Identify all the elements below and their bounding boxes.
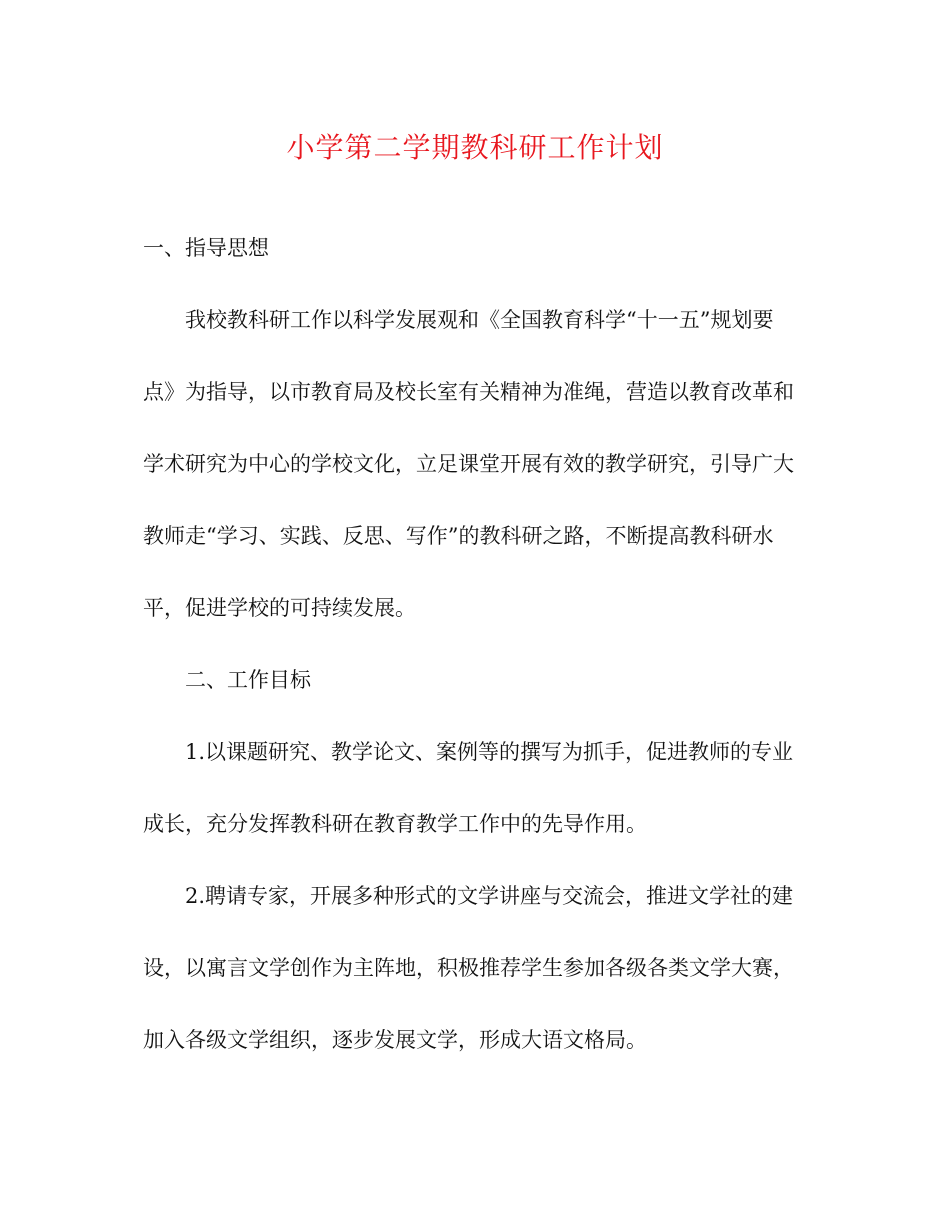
document-body xyxy=(143,212,803,1076)
section1-heading: 一、指导思想 xyxy=(143,236,269,260)
section2-heading: 二、工作目标 xyxy=(185,668,311,692)
document-title: 小学第二学期教科研工作计划 xyxy=(286,131,664,164)
section1-paragraph: 我校教科研工作以科学发展观和《全国教育科学“十一五”规划要点》为指导，以市教育局及校长室有关精神为准绳，营造以教育改革和学术研究为中心的学校文化，立足课堂开展有效的教学研究，引导广大教师走“学习、实践、反思、写作”的教科研之路，不断提高教科研水平，促进学校的可持续发展。 xyxy=(143,308,794,620)
section2-item-1: 1.以课题研究、教学论文、案例等的撰写为抓手，促进教师的专业成长，充分发挥教科研在教育教学工作中的先导作用。 xyxy=(143,740,794,836)
section2-item-2: 2.聘请专家，开展多种形式的文学讲座与交流会，推进文学社的建设，以寓言文学创作为主阵地，积极推荐学生参加各级各类文学大赛，加入各级文学组织，逐步发展文学，形成大语文格局。 xyxy=(143,884,794,1052)
